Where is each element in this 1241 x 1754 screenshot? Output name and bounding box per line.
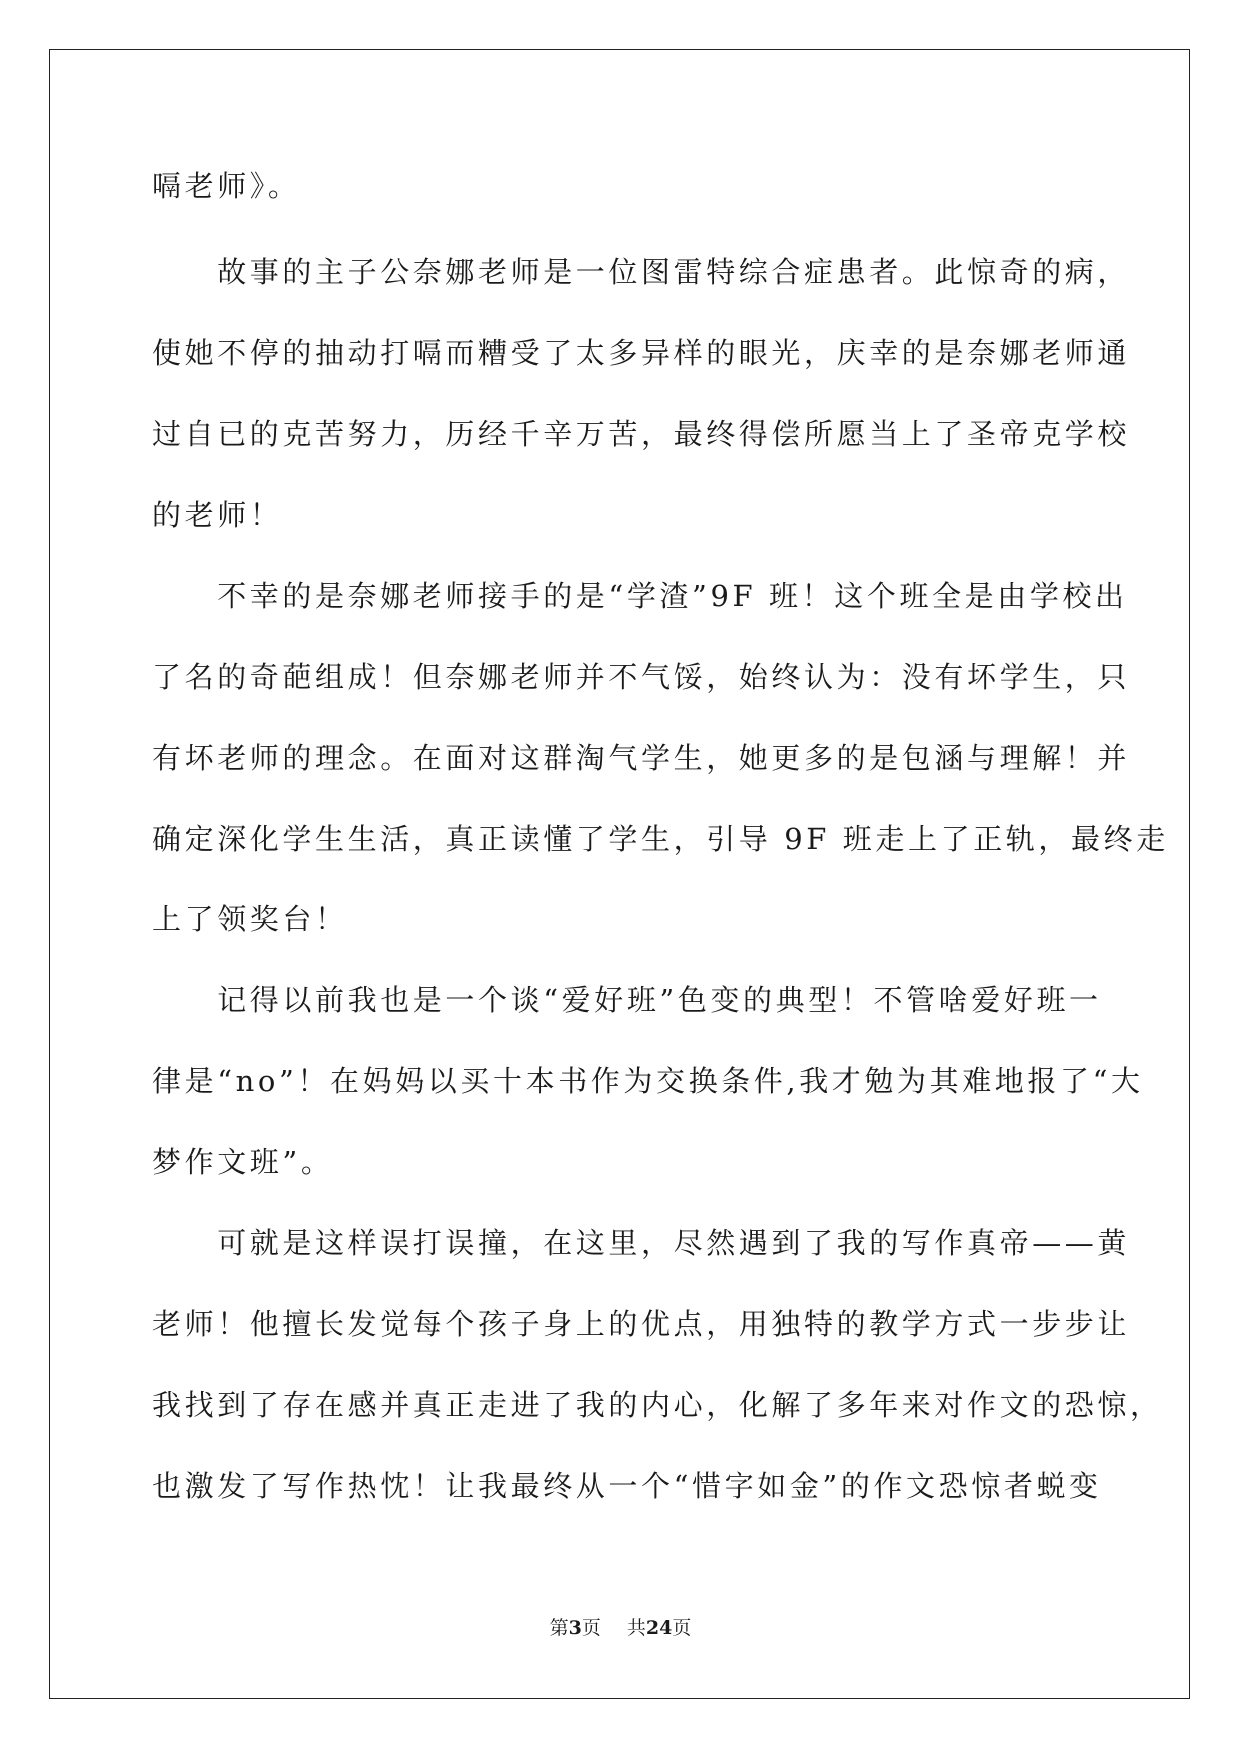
total-prefix: 共	[626, 1617, 646, 1639]
paragraph-start-line: 故事的主子公奈娜老师是一位图雷特综合症患者。此惊奇的病，	[152, 255, 1131, 289]
page-footer	[0, 1616, 1241, 1640]
page-number: 3	[568, 1617, 582, 1639]
text-line: 我找到了存在感并真正走进了我的内心，化解了多年来对作文的恐惊，	[152, 1388, 1163, 1422]
paragraph-start-line: 记得以前我也是一个谈“爱好班”色变的典型！不管啥爱好班一	[152, 983, 1102, 1017]
paragraph-start-line: 可就是这样误打误撞，在这里，尽然遇到了我的写作真帝——黄	[152, 1226, 1131, 1260]
text-line: 也激发了写作热忱！让我最终从一个“惜字如金”的作文恐惊者蜕变	[152, 1469, 1102, 1503]
page-prefix: 第	[549, 1617, 569, 1639]
text-line: 老师！他擅长发觉每个孩子身上的优点，用独特的教学方式一步步让	[152, 1307, 1131, 1341]
text-line: 了名的奇葩组成！但奈娜老师并不气馁，始终认为：没有坏学生，只	[152, 660, 1131, 694]
text-line: 律是“no”！在妈妈以买十本书作为交换条件,我才勉为其难地报了“大	[152, 1064, 1144, 1098]
text-line: 确定深化学生生活，真正读懂了学生，引导 9F 班走上了正轨，最终走	[152, 822, 1169, 856]
page-unit: 页	[581, 1617, 601, 1639]
text-line: 使她不停的抽动打嗝而糟受了太多异样的眼光，庆幸的是奈娜老师通	[152, 336, 1131, 370]
text-line: 梦作文班”。	[152, 1145, 334, 1179]
text-line: 嗝老师》。	[152, 169, 301, 203]
total-pages: 24	[645, 1617, 673, 1639]
page-border	[49, 49, 1190, 1699]
paragraph-start-line: 不幸的是奈娜老师接手的是“学渣”9F 班！这个班全是由学校出	[152, 579, 1128, 613]
text-line: 上了领奖台！	[152, 902, 348, 936]
text-line: 的老师！	[152, 498, 283, 532]
text-line: 过自已的克苦努力，历经千辛万苦，最终得偿所愿当上了圣帝克学校	[152, 417, 1131, 451]
total-unit: 页	[672, 1617, 692, 1639]
text-line: 有坏老师的理念。在面对这群淘气学生，她更多的是包涵与理解！并	[152, 741, 1131, 775]
